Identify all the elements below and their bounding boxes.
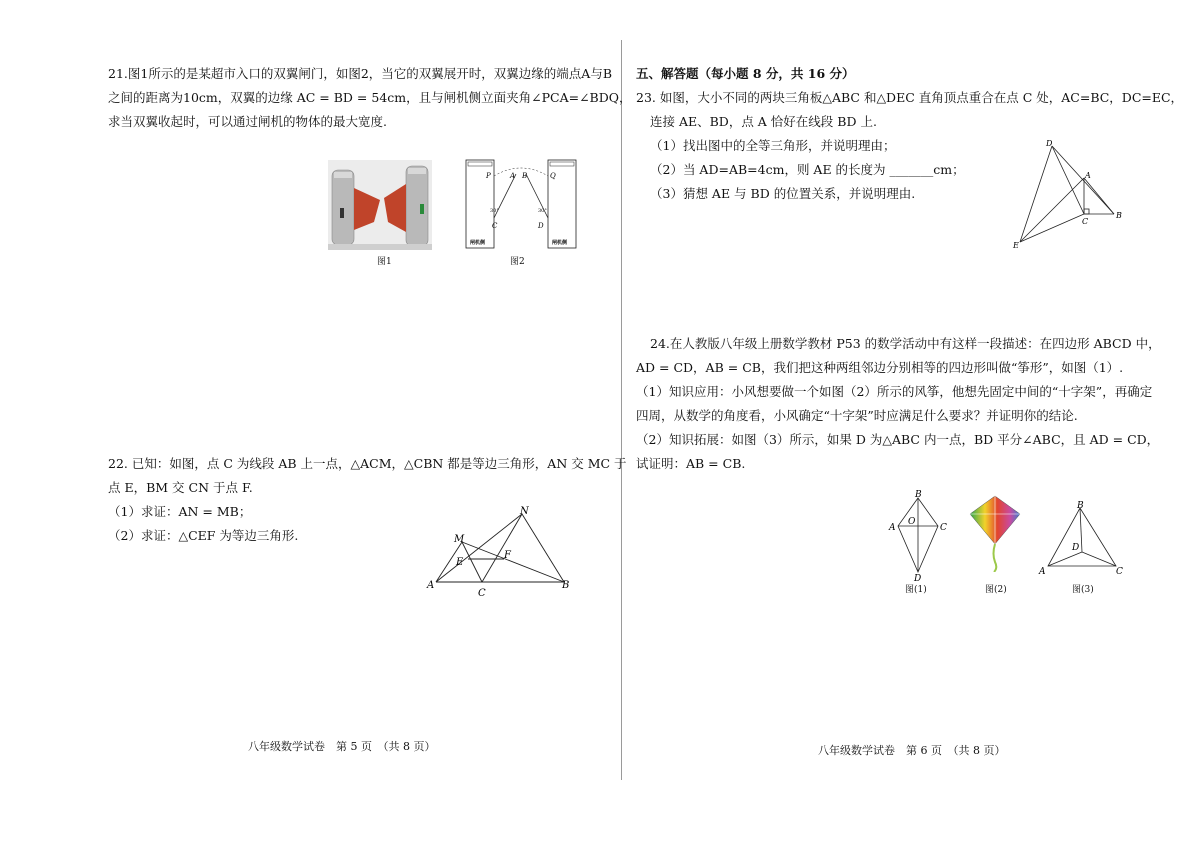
- label-C: C: [940, 523, 947, 533]
- kite-fig2-caption: 图(2): [985, 585, 1007, 595]
- triangle-diagram-23: [1010, 136, 1128, 252]
- label-A: A: [427, 580, 435, 591]
- section-heading: 五、解答题（每小题 8 分，共 16 分）: [636, 66, 855, 81]
- q22-part1: （1）求证：AN = MB；: [108, 504, 252, 519]
- label-C: C: [1116, 567, 1123, 577]
- gate-diagram: [462, 156, 580, 252]
- label-D: D: [538, 222, 544, 230]
- label-A: A: [510, 172, 516, 180]
- q24-line3: （1）知识应用：小风想要做一个如图（2）所示的风筝，他想先固定中间的“十字架”，再确定: [636, 384, 1153, 399]
- right-footer: 八年级数学试卷 第 6 页 （共 8 页）: [818, 744, 1006, 757]
- q24-line5: （2）知识拓展：如图（3）所示，如果 D 为△ABC 内一点，BD 平分∠ABC，且 AD = CD，: [636, 432, 1160, 447]
- triangle-diagram-24: [1036, 498, 1126, 580]
- turnstile-photo: [328, 160, 432, 250]
- kite-picture: [966, 492, 1024, 572]
- q22-line2: 点 E，BM 交 CN 于点 F.: [108, 480, 253, 495]
- label-B: B: [1077, 501, 1084, 511]
- label-M: M: [454, 534, 465, 545]
- q21-line1: 21.图1所示的是某超市入口的双翼闸门，如图2，当它的双翼展开时，双翼边缘的端点A与B: [108, 66, 612, 81]
- label-P: P: [486, 172, 491, 180]
- angle-1: 30°: [490, 208, 499, 214]
- label-E: E: [456, 557, 464, 568]
- label-B: B: [915, 490, 922, 500]
- kite-fig1-caption: 图(1): [905, 585, 927, 595]
- q24-line2: AD = CD，AB = CB，我们把这种两组邻边分别相等的四边形叫做“筝形”，如图（1）.: [636, 360, 1124, 375]
- left-footer: 八年级数学试卷 第 5 页 （共 8 页）: [248, 740, 436, 753]
- fig2-caption: 图2: [510, 257, 525, 267]
- label-A: A: [889, 523, 896, 533]
- label-F: F: [504, 550, 511, 561]
- base-label-2: 闸机侧: [552, 240, 568, 246]
- q22-line1: 22. 已知：如图，点 C 为线段 AB 上一点，△ACM，△CBN 都是等边三角形，AN 交 MC 于: [108, 456, 627, 471]
- label-N: N: [520, 506, 529, 517]
- q24-line6: 试证明：AB = CB.: [636, 456, 746, 471]
- label-Q: Q: [550, 172, 556, 180]
- triangle-diagram-22: [424, 504, 578, 600]
- label-D: D: [1072, 543, 1080, 553]
- angle-2: 30°: [538, 208, 547, 214]
- label-A: A: [1039, 567, 1046, 577]
- q22-part2: （2）求证：△CEF 为等边三角形.: [108, 528, 299, 543]
- label-B: B: [522, 172, 528, 180]
- label-E: E: [1013, 241, 1019, 250]
- kite-diagram-1: [884, 488, 954, 584]
- label-C: C: [1082, 217, 1089, 226]
- fig1-caption: 图1: [377, 257, 392, 267]
- label-B: B: [1116, 211, 1122, 220]
- label-B: B: [562, 580, 570, 591]
- q23-part3: （3）猜想 AE 与 BD 的位置关系，并说明理由.: [650, 186, 916, 201]
- label-A: A: [1085, 171, 1091, 180]
- q24-line1: 24.在人教版八年级上册数学教材 P53 的数学活动中有这样一段描述：在四边形 ABCD 中，: [650, 336, 1161, 351]
- label-C: C: [492, 222, 498, 230]
- label-D: D: [914, 574, 922, 584]
- label-O: O: [908, 517, 916, 527]
- q23-part1: （1）找出图中的全等三角形，并说明理由；: [650, 138, 896, 153]
- q21-line3: 求当双翼收起时，可以通过闸机的物体的最大宽度.: [108, 114, 387, 129]
- page-divider: [621, 40, 622, 780]
- q24-line4: 四周，从数学的角度看，小风确定“十字架”时应满足什么要求？并证明你的结论.: [636, 408, 1078, 423]
- q23-line2: 连接 AE、BD，点 A 恰好在线段 BD 上.: [650, 114, 877, 129]
- base-label-1: 闸机侧: [470, 240, 486, 246]
- q23-line1: 23. 如图，大小不同的两块三角板△ABC 和△DEC 直角顶点重合在点 C 处，AC=BC，DC=EC，: [636, 90, 1184, 105]
- label-C: C: [478, 588, 486, 599]
- q23-part2: （2）当 AD=AB=4cm，则 AE 的长度为 _______cm；: [650, 162, 965, 177]
- q21-line2: 之间的距离为10cm，双翼的边缘 AC = BD = 54cm，且与闸机侧立面夹角∠PCA=∠BDQ，: [108, 90, 632, 105]
- label-D: D: [1046, 139, 1053, 148]
- triangle-fig3-caption: 图(3): [1072, 585, 1094, 595]
